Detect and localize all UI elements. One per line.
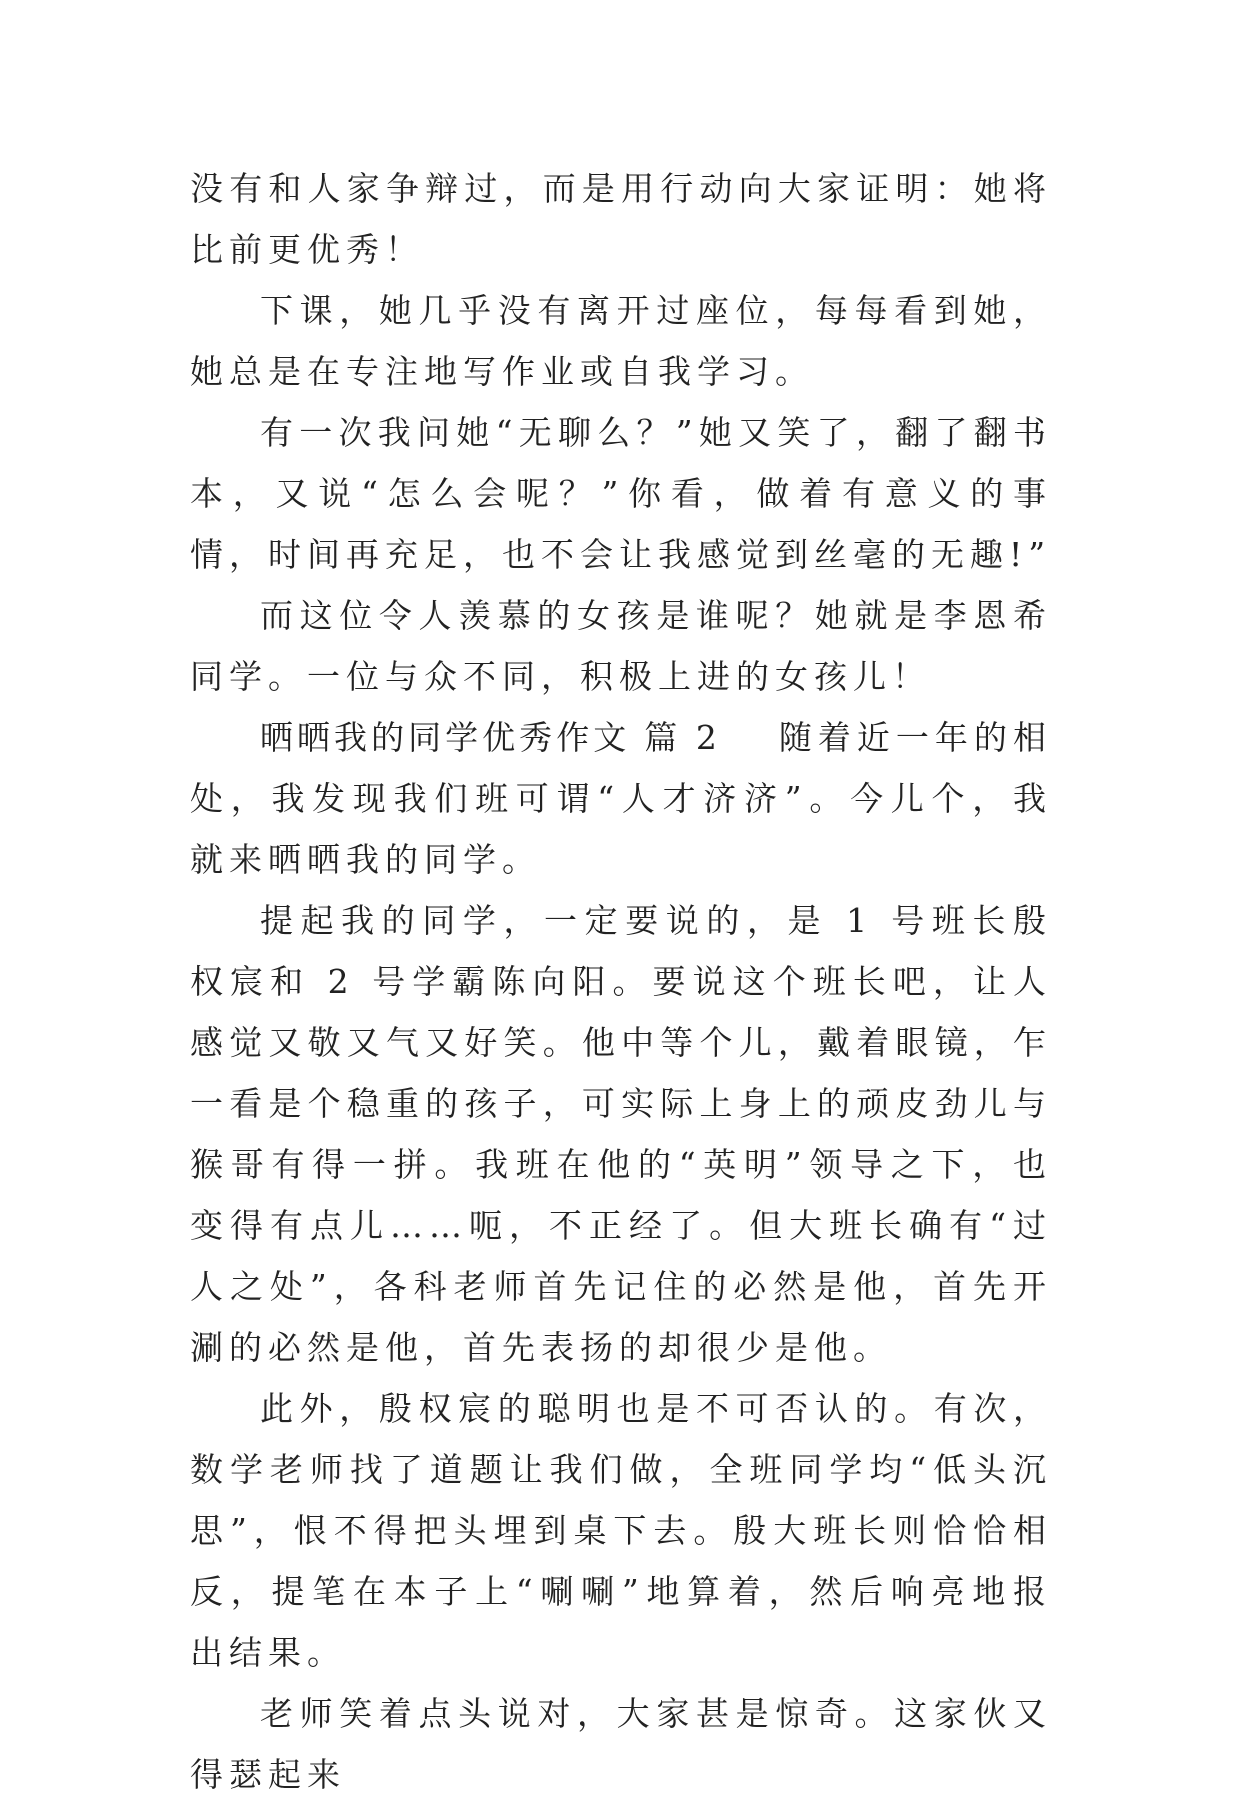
section-part-label: 篇 2 <box>644 718 721 757</box>
paragraph-1: 没有和人家争辩过，而是用行动向大家证明：她将比前更优秀！ <box>190 169 1052 269</box>
section-title: 晒晒我的同学优秀作文 <box>260 718 631 757</box>
paragraph-6: 此外，殷权宸的聪明也是不可否认的。有次，数学老师找了道题让我们做，全班同学均“低头沉思”，恨不得把头埋到桌下去。殷大班长则恰恰相反，提笔在本子上“唰唰”地算着，然后响亮地报出结果。 <box>190 1389 1052 1672</box>
paragraph-3: 有一次我问她“无聊么？”她又笑了，翻了翻书本，又说“怎么会呢？”你看，做着有意义的事情，时间再充足，也不会让我感觉到丝毫的无趣!” <box>190 413 1052 574</box>
text-body <box>190 158 1052 1805</box>
paragraph-4: 而这位令人羡慕的女孩是谁呢？她就是李恩希同学。一位与众不同，积极上进的女孩儿！ <box>190 596 1052 696</box>
paragraph-5: 提起我的同学，一定要说的，是 1 号班长殷权宸和 2 号学霸陈向阳。要说这个班长吧，让人感觉又敬又气又好笑。他中等个儿，戴着眼镜，乍一看是个稳重的孩子，可实际上身上的顽皮劲儿与猴哥有得一拼。我班在他的“英明”领导之下，也变得有点儿……呃，不正经了。但大班长确有“过人之处”，各科老师首先记住的必然是他，首先开涮的必然是他，首先表扬的却很少是他。 <box>190 901 1052 1367</box>
section-intro-text: 随着近一年的相处，我发现我们班可谓“人才济济”。今儿个，我就来晒晒我的同学。 <box>190 718 1052 879</box>
paragraph-7: 老师笑着点头说对，大家甚是惊奇。这家伙又得瑟起来 <box>190 1694 1052 1794</box>
paragraph-2: 下课，她几乎没有离开过座位，每每看到她，她总是在专注地写作业或自我学习。 <box>190 291 1052 391</box>
section-heading-paragraph <box>190 707 1052 890</box>
